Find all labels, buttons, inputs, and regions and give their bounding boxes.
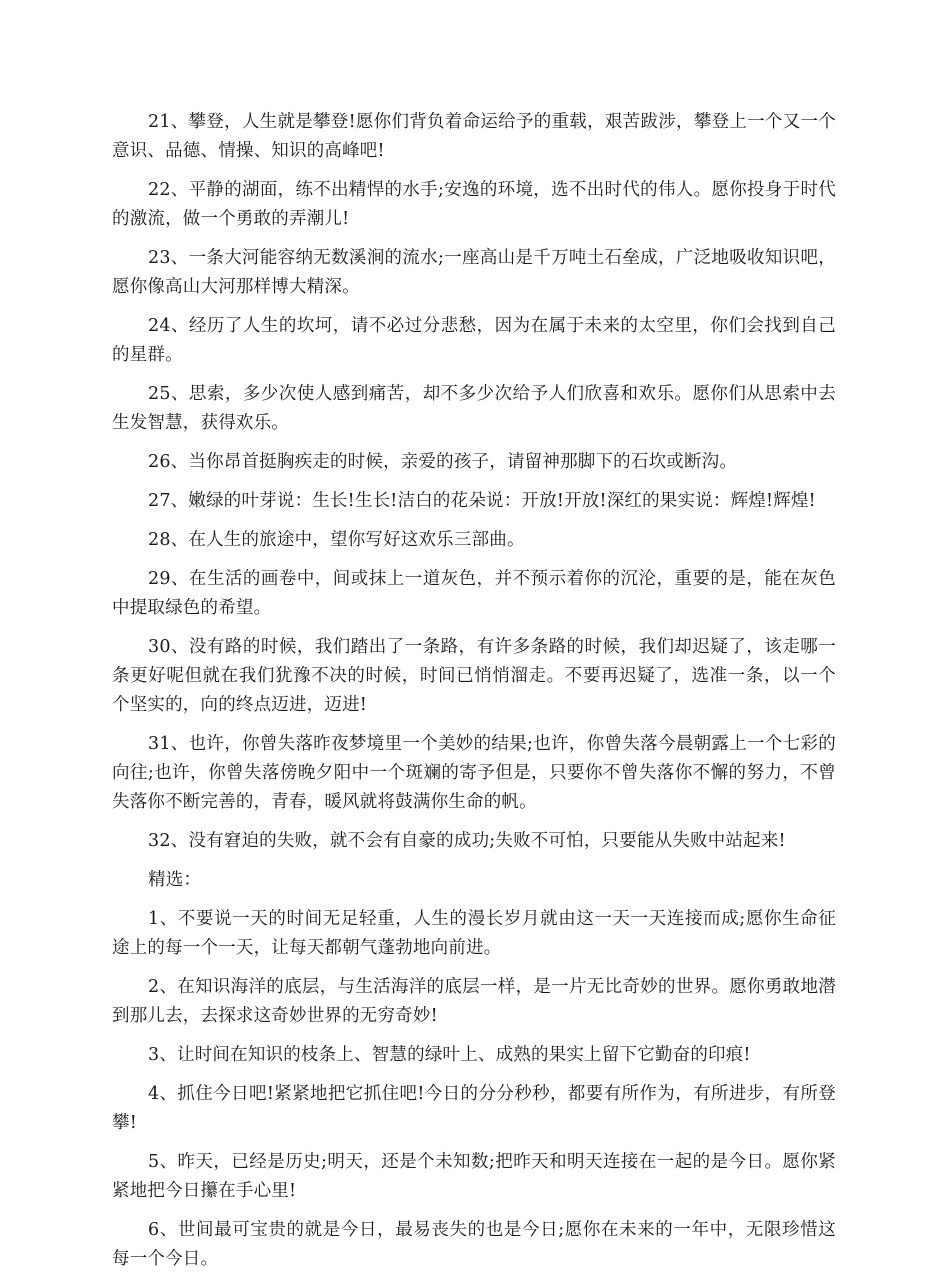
section-heading-selected: 精选： [148,870,202,890]
paragraph-24: 24、经历了人生的坎坷，请不必过分悲愁，因为在属于未来的太空里，你们会找到自己的星群。 [112,316,836,365]
paragraph-22: 22、平静的湖面，练不出精悍的水手;安逸的环境，选不出时代的伟人。愿你投身于时代的激流，做一个勇敢的弄潮儿! [112,180,836,229]
selected-paragraph-3: 3、让时间在知识的枝条上、智慧的绿叶上、成熟的果实上留下它勤奋的印痕! [148,1045,751,1065]
paragraph-30: 30、没有路的时候，我们踏出了一条路，有许多条路的时候，我们却迟疑了，该走哪一条更好呢但就在我们犹豫不决的时候，时间已悄悄溜走。不要再迟疑了，选准一条，以一个个坚实的，向的终点迈进，迈进! [112,637,836,715]
paragraph-32: 32、没有窘迫的失败，就不会有自豪的成功;失败不可怕，只要能从失败中站起来! [148,831,786,851]
selected-paragraph-5: 5、昨天，已经是历史;明天，还是个未知数;把昨天和明天连接在一起的是今日。愿你紧紧地把今日攥在手心里! [112,1152,836,1201]
paragraph-21: 21、攀登，人生就是攀登!愿你们背负着命运给予的重载，艰苦跋涉，攀登上一个又一个意识、品德、情操、知识的高峰吧! [112,112,836,161]
paragraph-25: 25、思索，多少次使人感到痛苦，却不多少次给予人们欣喜和欢乐。愿你们从思索中去生发智慧，获得欢乐。 [112,384,836,433]
document-body [112,108,836,1284]
paragraph-26: 26、当你昂首挺胸疾走的时候，亲爱的孩子，请留神那脚下的石坎或断沟。 [148,452,738,472]
selected-paragraph-2: 2、在知识海洋的底层，与生活海洋的底层一样，是一片无比奇妙的世界。愿你勇敢地潜到那儿去，去探求这奇妙世界的无穷奇妙! [112,977,836,1026]
selected-paragraph-4: 4、抓住今日吧!紧紧地把它抓住吧!今日的分分秒秒，都要有所作为，有所进步，有所登攀! [112,1084,836,1133]
paragraph-29: 29、在生活的画卷中，间或抹上一道灰色，并不预示着你的沉沦，重要的是，能在灰色中提取绿色的希望。 [112,569,836,618]
selected-paragraph-1: 1、不要说一天的时间无足轻重，人生的漫长岁月就由这一天一天连接而成;愿你生命征途上的每一个一天，让每天都朝气蓬勃地向前进。 [112,909,836,958]
paragraph-27: 27、嫩绿的叶芽说：生长!生长!洁白的花朵说：开放!开放!深红的果实说：辉煌!辉煌! [148,491,816,511]
paragraph-23: 23、一条大河能容纳无数溪涧的流水;一座高山是千万吨土石垒成，广泛地吸收知识吧，愿你像高山大河那样博大精深。 [112,248,836,297]
paragraph-28: 28、在人生的旅途中，望你写好这欢乐三部曲。 [148,530,525,550]
paragraph-31: 31、也许，你曾失落昨夜梦境里一个美妙的结果;也许，你曾失落今晨朝露上一个七彩的向往;也许，你曾失落傍晚夕阳中一个斑斓的寄予但是，只要你不曾失落你不懈的努力，不曾失落你不断完善的，青春，暖风就将鼓满你生命的帆。 [112,734,836,812]
selected-paragraph-6: 6、世间最可宝贵的就是今日，最易丧失的也是今日;愿你在未来的一年中，无限珍惜这每一个今日。 [112,1220,836,1269]
